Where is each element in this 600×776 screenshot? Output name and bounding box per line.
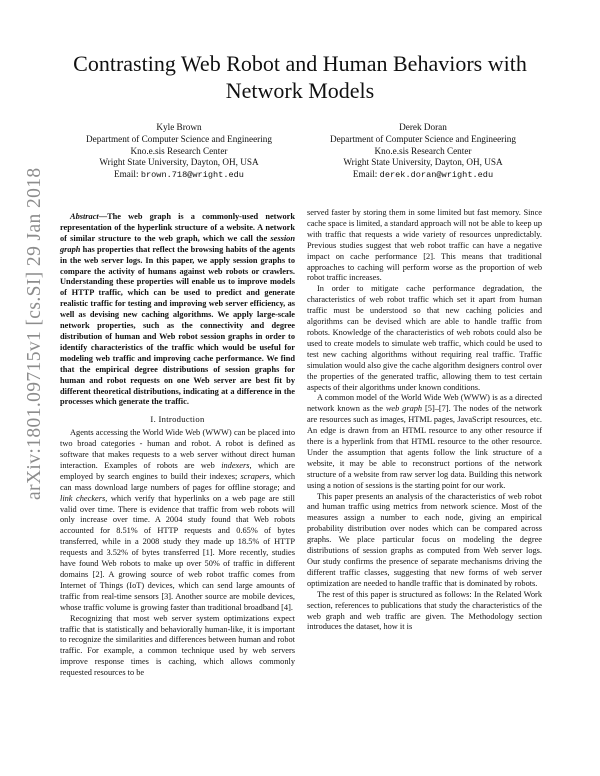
- right-column: [307, 208, 542, 633]
- italic-term: web graph: [385, 404, 423, 414]
- author-center: Kno.e.sis Research Center: [130, 145, 228, 156]
- body-paragraph: served faster by storing them in some limited but fast memory. Since cache space is limited, a standard approach will not be able to keep up with traffic that requests a wide variety of resources unpredictably. Previous studies suggest that web robot traffic can have a negative impact on cache performance [2]. This means that traditional approaches to caching will perform worse as the proportion of web robot traffic increases.: [307, 208, 542, 283]
- abstract-dash: —: [98, 212, 108, 221]
- paper-title: Contrasting Web Robot and Human Behaviors with Network Models: [73, 51, 527, 103]
- author-block: [54, 122, 304, 182]
- author-name: Derek Doran: [399, 122, 447, 132]
- author-name: Kyle Brown: [156, 122, 202, 132]
- italic-term: link checkers: [60, 493, 106, 503]
- author-department: Department of Computer Science and Engineering: [86, 133, 272, 144]
- abstract-term: session graph: [60, 233, 295, 254]
- abstract-text: has properties that reflect the browsing habits of the agents in the web server logs. In this paper, we apply session graphs to compare the activity of humans against web robots or crawlers. Understanding these properties will enable us to improve models of HTTP traffic, which can be used to predict and generate realistic traffic for testing and improving web server efficiency, as well as devising new caching algorithms. We apply large-scale network properties, such as the connectivity and degree distribution of human and Web robot session graphs in order to identify characteristics of the traffic which would be useful for modeling web traffic and improving cache performance. We find that the empirical degree distributions of session graphs for human and robot requests on one Web server are best fit by different theoretical distributions, indicating at a difference in the processes which generate the traffic.: [60, 244, 295, 407]
- text-run: , which can mass download large numbers of pages for offline storage; and: [60, 471, 295, 492]
- left-column: [60, 212, 295, 679]
- email-label: Email:: [114, 169, 139, 180]
- author-email[interactable]: brown.718@wright.edu: [140, 170, 244, 181]
- text-run: [5]–[7]. The nodes of the network are resources such as images, HTML pages, JavaScript resources, etc. An edge is drawn from an HTML resource to any other resource if there is a hyperlink from that HTML resource to the other resource. Under the assumption that agents follow the link structure of a website, it may be able to reconstruct portions of the network structure of a website from raw server log data. Building this network using a notion of sessions is the starting point for our work.: [307, 404, 542, 490]
- italic-term: indexers: [221, 460, 250, 470]
- body-paragraph: This paper presents an analysis of the characteristics of web robot and human traffic using metrics from network science. Most of the measures assign a number to each node, giving an empirical probability distribution over nodes which can be compared across graphs. We place particular focus on modeling the degree distributions of session graphs as computed from Web server logs. Our study confirms the presence of separate mechanisms driving the different traffic classes, suggesting that new forms of web server optimization are needed to handle traffic that is dominated by robots.: [307, 491, 542, 588]
- author-email-line: [54, 169, 304, 182]
- italic-term: scrapers: [240, 471, 270, 481]
- arxiv-identifier: arXiv:1801.09715v1 [cs.SI] 29 Jan 2018: [24, 167, 45, 500]
- author-department: Department of Computer Science and Engineering: [330, 133, 516, 144]
- abstract-label: Abstract: [70, 212, 99, 221]
- author-university: Wright State University, Dayton, OH, USA: [99, 157, 259, 168]
- text-run: , which are employed by search engines to build their indexes;: [60, 460, 296, 481]
- body-paragraph: The rest of this paper is structured as follows: In the Related Work section, references to publications that study the characteristics of the web graph and web traffic are given. The Methodology section introduces the dataset, how it is: [307, 589, 542, 632]
- body-paragraph: Recognizing that most web server system optimizations expect traffic that is statistically and behaviorally human-like, it is important to recognize the similarities and differences between human and robot traffic. For example, a common technique used by web servers improve response times is caching, which allows commonly requested resources to be: [60, 613, 295, 678]
- body-paragraph: [60, 428, 295, 613]
- body-paragraph: [307, 393, 542, 491]
- author-email[interactable]: derek.doran@wright.edu: [379, 170, 494, 181]
- abstract: [60, 212, 295, 408]
- text-run: , which verify that hyperlinks on a web page are still valid over time. There is evidence that traffic from web robots will only increase over time. A 2004 study found that Web robots accounted for 8.51% of HTTP requests and 0.65% of bytes transferred, while in a 2008 study they made up 18.5% of HTTP requests and 3.52% of bytes transferred [1]. More recently, studies have found Web robots to make up over 50% of traffic in different domains [2]. A growing source of web robot traffic comes from Internet of Things (IoT) devices, which can send large amounts of traffic from real-time sensors [3]. Another source are mobile devices, whose traffic volume is growing faster than traditional broadband [4].: [60, 493, 295, 612]
- author-center: Kno.e.sis Research Center: [374, 145, 472, 156]
- email-label: Email:: [352, 169, 378, 180]
- author-block: [298, 122, 548, 182]
- author-email-line: [298, 169, 548, 182]
- abstract-text: The web graph is a commonly-used network representation of the hyperlink structure of a website. A network of similar structure to the web graph, which we call the: [60, 212, 295, 243]
- text-run: Agents accessing the World Wide Web (WWW) can be placed into two broad categories - human and robot. A robot is defined as software that makes requests to a web server without direct human interaction. Examples of robots are web: [60, 428, 295, 470]
- body-paragraph: In order to mitigate cache performance degradation, the characteristics of web robot traffic which set it apart from human traffic must be understood so that new caching policies and algorithms can be devised which are able to handle traffic from robots. Knowledge of the characteristics of web robots could also be used to create models to simulate web traffic, which could be used to test new caching algorithms without requiring real traffic. Traffic simulation would also give the cache algorithm designers control over the properties of the generated traffic, allowing them to test certain aspects of their algorithms under known conditions.: [307, 284, 542, 392]
- author-university: Wright State University, Dayton, OH, USA: [343, 157, 503, 168]
- section-heading: I. Introduction: [150, 414, 205, 425]
- text-run: A common model of the World Wide Web (WWW) is as a directed network known as the: [307, 393, 542, 414]
